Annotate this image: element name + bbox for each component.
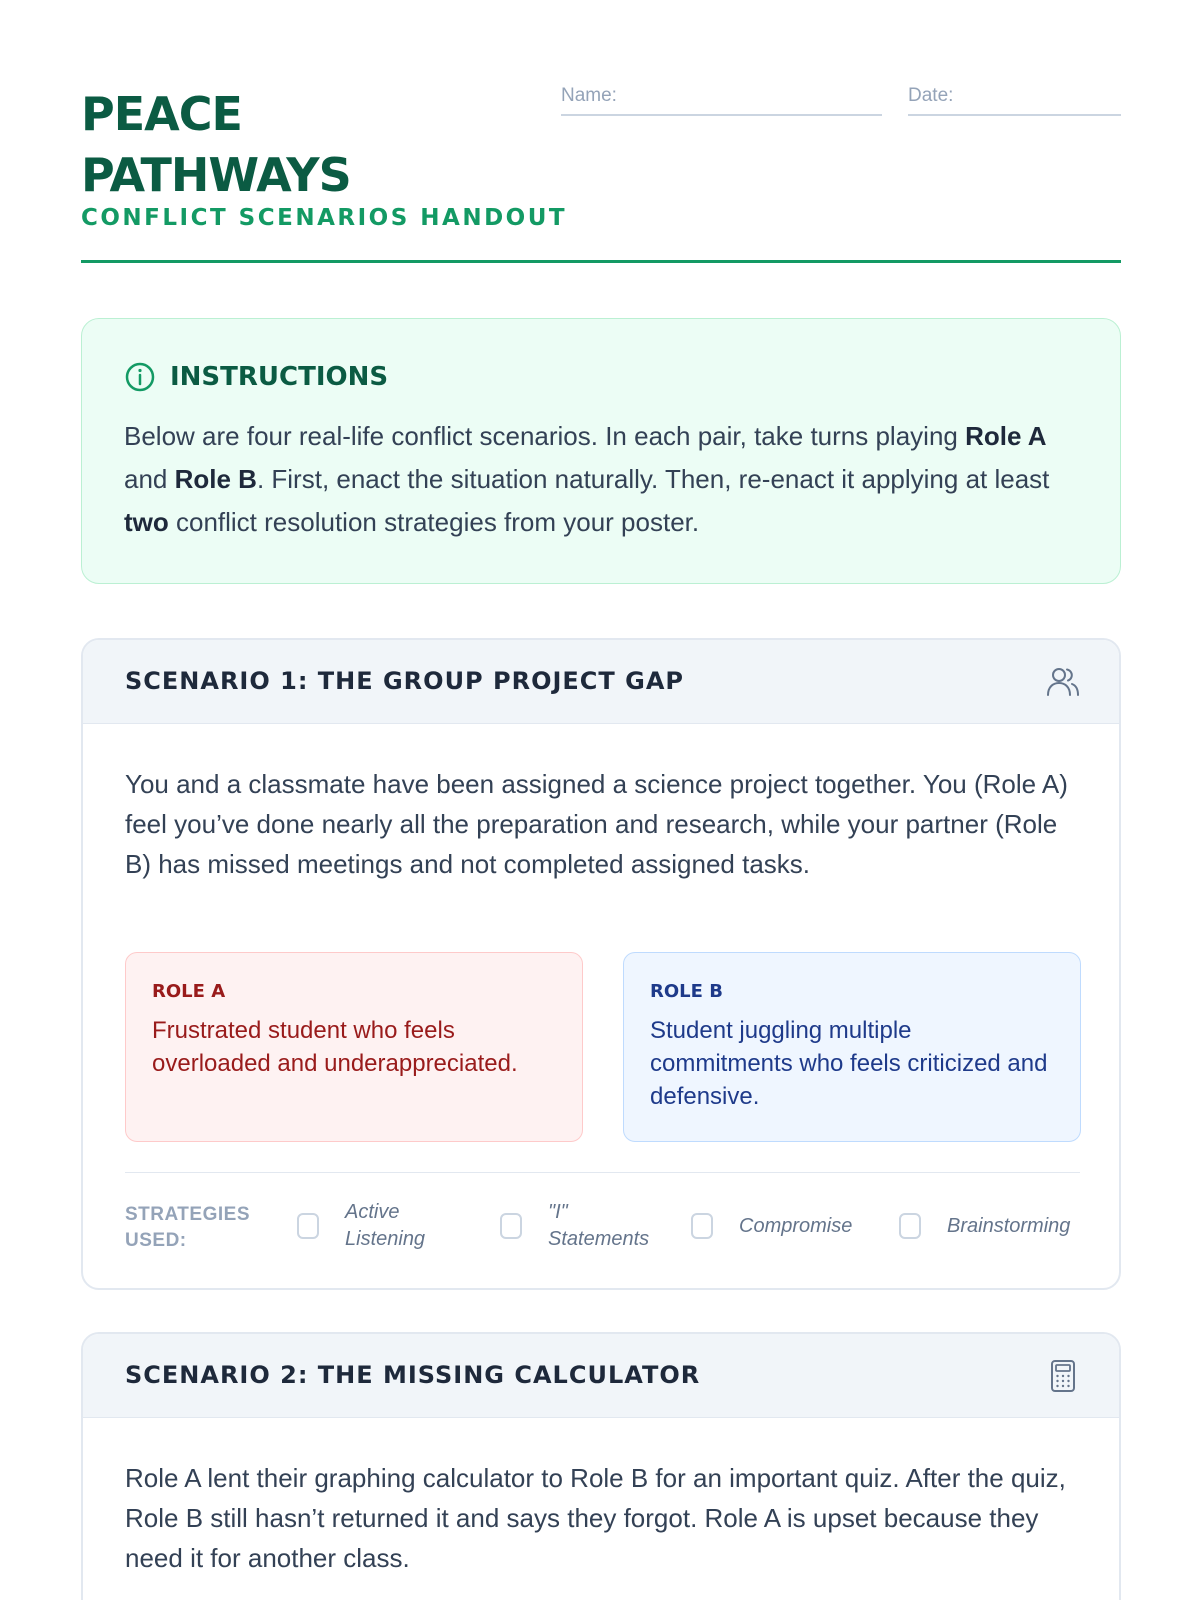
strategy-label: Brainstorming xyxy=(947,1214,1071,1237)
page-subtitle: CONFLICT SCENARIOS HANDOUT xyxy=(81,205,568,231)
role-b-label: ROLE B xyxy=(650,981,723,1002)
strategy-compromise[interactable] xyxy=(691,1196,852,1256)
strategy-checkbox[interactable] xyxy=(691,1213,713,1239)
scenario-description: Role A lent their graphing calculator to Role B for an important quiz. After the quiz, Role B still hasn’t returned it and says they forgot. Role A is upset because they need it for another class. xyxy=(125,1463,1066,1573)
instructions-text: Below are four real-life conflict scenarios. In each pair, take turns playing Role A and Role B. First, enact the situation naturally. Then, re-enact it applying at least two conflict resolution strategies from your poster. xyxy=(124,421,1050,537)
scenario-description: You and a classmate have been assigned a science project together. You (Role A) feel you’ve done nearly all the preparation and research, while your partner (Role B) has missed meetings and not completed assigned tasks. xyxy=(125,769,1068,879)
name-field[interactable] xyxy=(561,84,882,116)
date-field[interactable] xyxy=(908,84,1121,116)
role-a-description: Frustrated student who feels overloaded and underappreciated. xyxy=(152,1017,518,1077)
scenario-title: SCENARIO 2: THE MISSING CALCULATOR xyxy=(125,1361,701,1389)
scenario-header xyxy=(83,1334,1119,1418)
scenario-card-2 xyxy=(81,1332,1121,1600)
scenario-title: SCENARIO 1: THE GROUP PROJECT GAP xyxy=(125,667,684,695)
users-icon xyxy=(1045,664,1081,700)
page-title: PEACE PATHWAYS xyxy=(81,87,351,202)
card-divider xyxy=(125,1172,1080,1173)
instructions-title: INSTRUCTIONS xyxy=(170,362,389,392)
strategy-i-statements[interactable] xyxy=(500,1196,663,1256)
instructions-heading xyxy=(124,361,388,393)
strategy-label: "I" Statements xyxy=(548,1201,650,1250)
scenario-header xyxy=(83,640,1119,724)
strategy-checkbox[interactable] xyxy=(297,1213,319,1239)
role-b-box xyxy=(623,952,1081,1142)
header-divider xyxy=(81,260,1121,263)
strategy-label: Compromise xyxy=(739,1214,853,1237)
strategies-row xyxy=(125,1196,1085,1256)
strategy-active-listening[interactable] xyxy=(297,1196,445,1256)
strategies-label: STRATEGIES USED: xyxy=(125,1204,250,1251)
instructions-box xyxy=(81,318,1121,584)
role-b-description: Student juggling multiple commitments who feels criticized and defensive. xyxy=(650,1017,1048,1110)
strategy-checkbox[interactable] xyxy=(500,1213,522,1239)
calculator-icon xyxy=(1045,1358,1081,1394)
strategy-brainstorming[interactable] xyxy=(899,1196,1070,1256)
role-a-box xyxy=(125,952,583,1142)
strategy-checkbox[interactable] xyxy=(899,1213,921,1239)
name-label: Name: xyxy=(561,85,617,106)
role-a-label: ROLE A xyxy=(152,981,226,1002)
header xyxy=(81,84,1121,264)
date-label: Date: xyxy=(908,85,954,106)
scenario-card-1 xyxy=(81,638,1121,1290)
info-icon xyxy=(124,361,156,393)
strategy-label: Active Listening xyxy=(345,1201,426,1250)
